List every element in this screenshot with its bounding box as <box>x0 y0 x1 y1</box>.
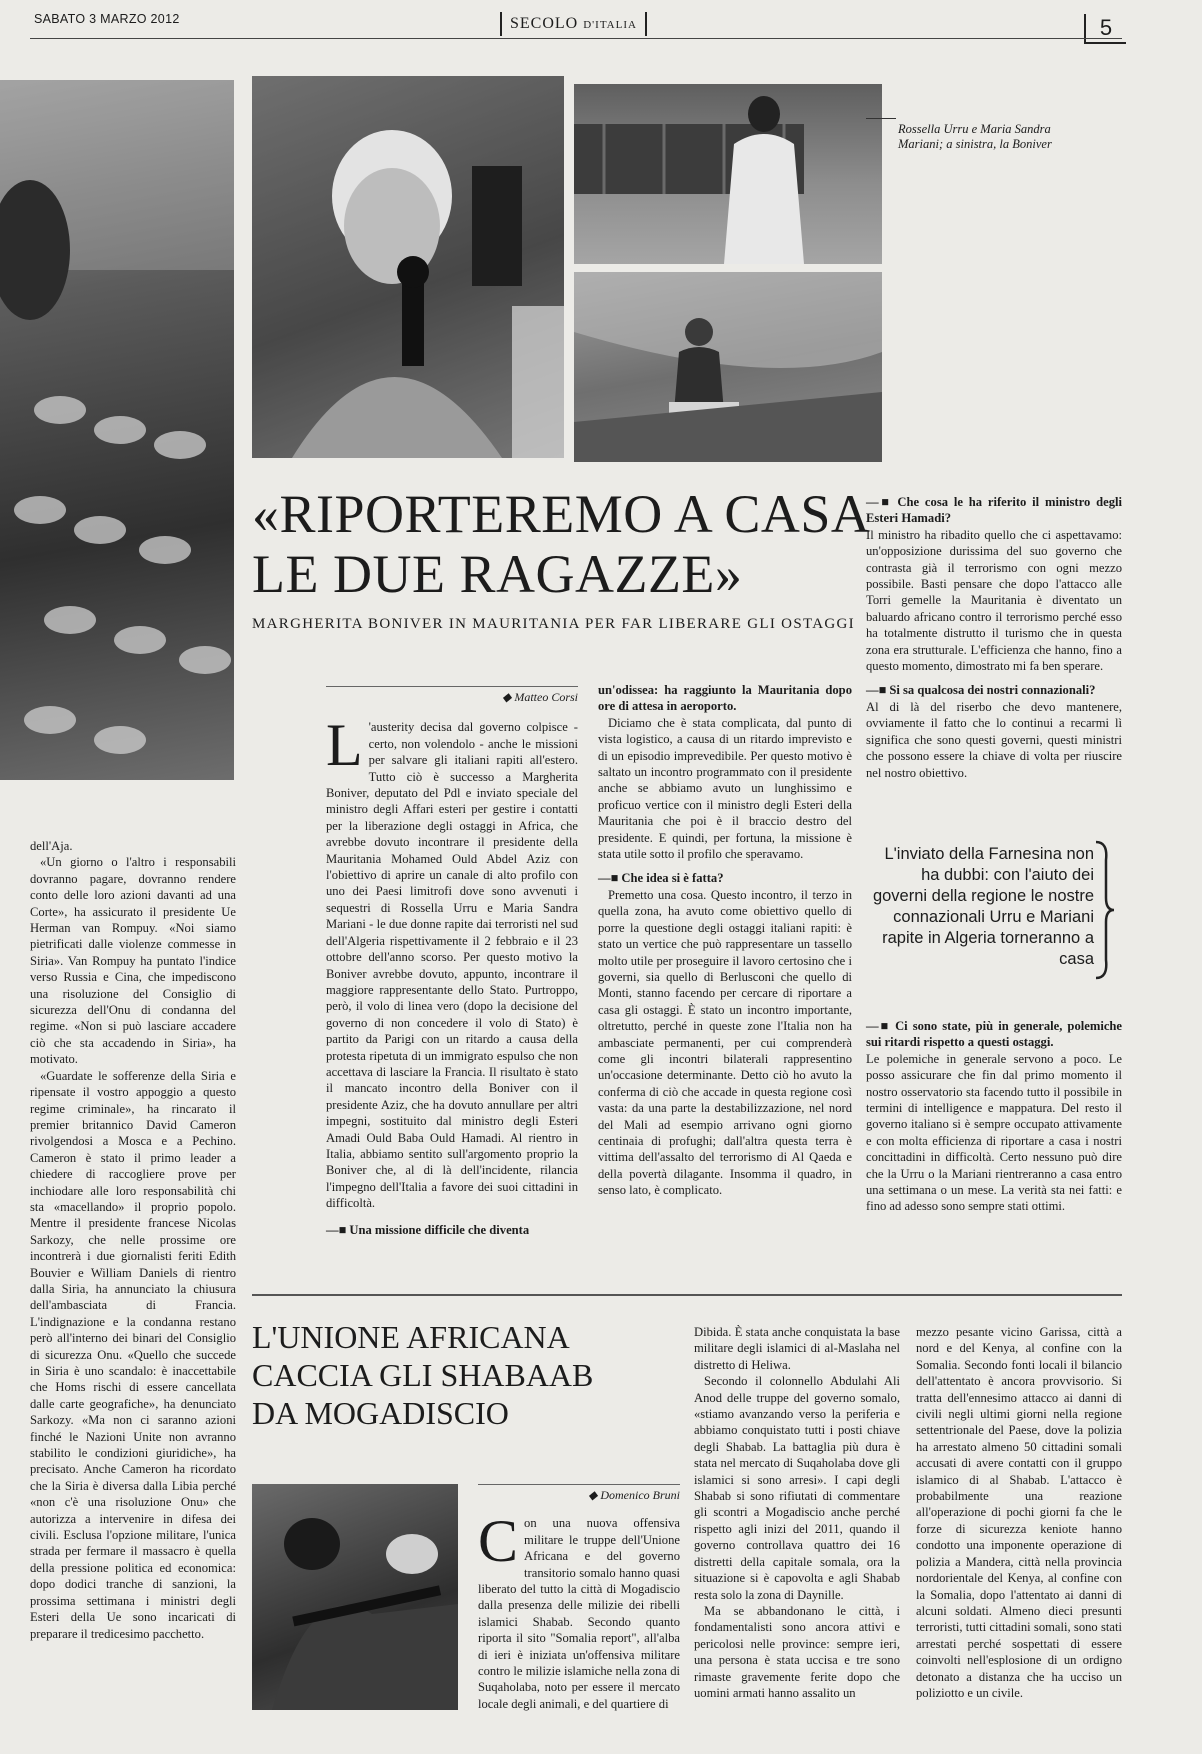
photo-ammunition <box>0 80 234 780</box>
photo-urru-shapes <box>574 84 882 264</box>
left-text-2: «Un giorno o l'altro i responsabili dovranno pagare, dovranno rendere conto delle loro azioni davanti ad una Corte», ha assicurato il presidente Ue Herman van Rompuy. «Noi siamo pietrificati dalle violenze commesse in Siria». Van Rompuy ha puntato l'indice verso Russia e Cina, che impediscono una risoluzione del Consiglio di sicurezza dell'Onu di condanna del regime. «Non si può lasciare accadere ciò che sta accadendo in Siria», ha motivato. <box>30 855 236 1067</box>
article2-column-3 <box>916 1324 1122 1701</box>
photo-soldiers <box>252 1484 458 1710</box>
article1-question-4: —■ Si sa qualcosa dei nostri connazionali? <box>866 682 1122 698</box>
photo-mariani-shapes <box>574 272 882 462</box>
article2-text-2: Dibida. È stata anche conquistata la base militare degli islamici di al-Maslaha nel distretto di Heliwa. <box>694 1325 900 1372</box>
article1-question-2: —■ Che idea si è fatta? <box>598 870 852 886</box>
caption-rule <box>866 118 896 119</box>
article2-text-4: Ma se abbandonano le città, i fondamentalisti sono ancora attivi e pericolosi nelle province: sempre ieri, una persona è stata uccisa e tre sono rimaste gravemente ferite dopo che uomini armati hanno assalito un <box>694 1603 900 1700</box>
article1-column-1 <box>326 686 578 1238</box>
article2-dropcap: C <box>478 1508 519 1575</box>
article1-byline: ◆ Matteo Corsi <box>326 686 578 705</box>
brace-icon <box>1094 840 1116 980</box>
article2-text-5: mezzo pesante vicino Garissa, città a nord e del Kenya, al confine con la Somalia. Secondo fonti locali il bilancio dell'attentato è ancora provvisorio. Si tratta dell'ennesimo attacco ai danni di civili negli ultimi giorni nella regione settentrionale del Paese, dove la polizia ha arrestato almeno 50 cittadini somali accusati di avere contatti con il gruppo islamico di al Shabab. L'attacco è probabilmente una reazione all'operazione di pochi giorni fa che le forze di sicurezza keniote hanno condotto una imponente operazione di polizia a Mandera, città nella provincia nordorientale del Kenya, al confine con la Somalia, dopo l'attentato ai danni di alcuni soldati. Almeno dieci presunti terroristi, tutti cittadini somali, sono stati arrestati perché sospettati di essere coinvolti nell'esplosione di un ordigno detonato a distanza che ha ucciso un poliziotto e un civile. <box>916 1325 1122 1700</box>
article-subheadline: MARGHERITA BONIVER IN MAURITANIA PER FAR LIBERARE GLI OSTAGGI <box>252 616 855 632</box>
article2-headline-line2: CACCIA GLI SHABAAB <box>252 1357 594 1393</box>
article1-column-2 <box>598 682 852 1199</box>
article1-column-3b <box>866 1018 1122 1215</box>
page-number: 5 <box>1084 14 1126 44</box>
masthead-subtitle: D'ITALIA <box>583 19 637 31</box>
byline-author: Matteo Corsi <box>514 690 578 704</box>
article1-text-1: 'austerity decisa dal governo colpisce - certo, non volendolo - anche le missioni per salvare gli italiani rapiti all'estero. Tutto ciò è successo a Margherita Boniver, deputato del Pdl e inviato speciale del ministro degli Affari esteri per gestire i contatti per la liberazione degli ostaggi in Africa, che avrebbe dovuto incontrare il presidente della Mauritania Mohamed Ould Abdel Aziz con l'obiettivo di aprire un canale di alto profilo con uno dei Paesi limitrofi dove sono avvenuti i sequestri di Rossella Urru e Maria Sandra Mariani - le due donne rapite dai terroristi nel sud dell'Algeria rispettivamente il 2 febbraio e il 23 ottobre dell'anno scorso. Per questo motivo la Boniver avrebbe dovuto, appunto, incontrare il maggiore rappresentante dello Stato. Purtroppo, però, il volo di linea vero (dopo la decisione del governo di non concedere il volo di Stato) è partito da Parigi con un ritardo a causa della protesta ripetuta di un immigrato espulso che non accettava di lasciare la Francia. Il risultato è stato il mancato incontro della Boniver con il presidente Aziz, che ha dovuto annullare per altri impegni, sostituito dal ministro degli Esteri Amadi Ould Baba Ould Hamadi. Al rientro in Italia, abbiamo sentito sull'argomento proprio la Boniver che, al di là dell'incidente, rilancia l'impegno dell'Italia a favore dei suoi cittadini in difficoltà. <box>326 720 578 1211</box>
article1-answer-4: Al di là del riserbo che devo mantenere, ovviamente il fatto che lo continui a recarmi lì significa che sono questi governi, questi ministri che possono essere la chiave di volta per riuscire nel nostro obiettivo. <box>866 699 1122 780</box>
article2-byline: ◆ Domenico Bruni <box>478 1484 680 1503</box>
article1-question-5: —■ Ci sono state, più in generale, polemiche sui ritardi rispetto a questi ostaggi. <box>866 1018 1122 1051</box>
article1-column-3 <box>866 494 1122 781</box>
photo-soldiers-shapes <box>252 1484 458 1710</box>
masthead-title: SECOLO <box>510 15 579 32</box>
article2-headline-line1: L'UNIONE AFRICANA <box>252 1319 570 1355</box>
article2-byline-author: Domenico Bruni <box>600 1488 680 1502</box>
masthead <box>500 12 647 36</box>
photo-caption: Rossella Urru e Maria Sandra Mariani; a sinistra, la Boniver <box>898 122 1052 151</box>
article1-answer-1: Diciamo che è stata complicata, dal punto di vista logistico, a causa di un ritardo imprevisto e di un episodio imprevedibile. Per questo motivo è saltato un incontro programmato con il presidente anche se abbiamo avuto un lunghissimo e proficuo vertice con il ministro degli Esteri della Mauritania che poi è il braccio destro del presidente. E quindi, per fortuna, la missione è stata utile sotto il profilo che speravamo. <box>598 715 852 862</box>
article1-question-3: —■ Che cosa le ha riferito il ministro degli Esteri Hamadi? <box>866 494 1122 527</box>
photo-urru <box>574 84 882 264</box>
left-column <box>30 838 236 1642</box>
article2-headline <box>252 1318 652 1432</box>
article2-column-1 <box>478 1484 680 1712</box>
article2-text-1: on una nuova offensiva militare le truppe dell'Unione Africana e del governo transitorio somalo hanno quasi liberato del tutto la città di Mogadiscio dalla presenza delle milizie dei ribelli islamici Shabab. Secondo quanto riporta il sito "Somalia report", all'alba di ieri è iniziata un'offensiva militare contro le milizie islamiche nella zona di Suqaholaba, noto per essere il mercato locale degli animali, e del quartiere di <box>478 1516 680 1711</box>
dropcap: L <box>326 712 363 779</box>
photo-ammunition-shapes <box>0 80 234 780</box>
photo-boniver-shapes <box>252 76 564 458</box>
headline-line1: «RIPORTEREMO A CASA <box>252 484 871 544</box>
section-divider <box>252 1294 1122 1296</box>
article2-text-3: Secondo il colonnello Abdulahi Ali Anod delle truppe del governo somalo, «stiamo avanzando verso la periferia e abbiamo conquistato tutti i posti chiave degli Shabab. La battaglia più dura è stata nel mercato di Suqaholaba dove gli islamici si sono arresi». I capi degli Shabab si sono rifiutati di commentare gli scontri a Mogadiscio anche perché rispetto agli inizi del 2011, quando il governo controllava quattro dei 16 distretti della capitale somala, ora la situazione si è capovolta e agli Shabab resta solo la zona di Daynille. <box>694 1374 900 1602</box>
article1-answer-2: Premetto una cosa. Questo incontro, il terzo in quella zona, ha avuto come obiettivo quello di porre la questione degli ostaggi italiani rapiti: è stato un vertice che può rappresentare un tassello molto utile per proseguire il lavoro certosino che i governi, sia quello di Berlusconi che quello di Monti, stanno facendo per cercare di riportare a casa gli ostaggi. È stato un incontro importante, oltretutto, perché in queste zone l'Italia non ha ambasciate permanenti, per cui comprenderà come gli incontri bilaterali rappresentino un'occasione determinante. Detto ciò ho avuto la conferma di ciò che accade in questa regione così vasta: da una parte la destabilizzazione, nel nord del Mali ad esempio arrivano ogni giorno centinaia di profughi; dall'altra questa terra è vittima dell'assalto del terrorismo di Al Qaeda e della povertà dilagante. Insomma il quadro, in senso lato, è complicato. <box>598 887 852 1198</box>
article1-answer-5: Le polemiche in generale servono a poco. Le posso assicurare che fin dal primo momento il nostro osservatorio sta facendo tutto il possibile in termini di intelligence e mappatura. Del resto il governo italiano si è sempre occupato attivamente e con molta efficienza di riportare a casa i nostri concittadini in difficoltà. Certo nessuno può dire che la Urru o la Mariani rientreranno a casa entro una settimana o un mese. La verità sta nei fatti: e fino ad adesso sono sempre stati ottimi. <box>866 1051 1122 1214</box>
left-text-1: dell'Aja. <box>30 839 73 853</box>
article2-column-2 <box>694 1324 900 1701</box>
header-rule <box>30 38 1122 39</box>
article2-headline-line3: DA MOGADISCIO <box>252 1395 509 1431</box>
pull-quote: L'inviato della Farnesina non ha dubbi: con l'aiuto dei governi della regione le nostre connazionali Urru e Mariani rapite in Algeria torneranno a casa <box>872 845 1094 968</box>
photo-boniver <box>252 76 564 458</box>
left-text-3: «Guardate le sofferenze della Siria e ripensate il vostro appoggio a questo regime criminale», ha rincarato il premier britannico David Cameron rivolgendosi a Mosca e a Pechino. Cameron è stato il primo leader a chiedere di raccogliere prove per inchiodare alle loro responsabilità chi sta «macellando» il proprio popolo. Mentre il presidente francese Nicolas Sarkozy, che nelle prossime ore incontrerà i due giornalisti feriti Edith Bouvier e William Daniels di rientro dalla Siria, ha annunciato la chiusura dell'ambasciata di Francia. L'indignazione e la condanna restano però all'interno dei binari del Consiglio di sicurezza Onu. «Quello che succede in Siria è uno scandalo: è inaccettabile che Homs rischi di essere cancellata dalle carte geografiche», ha denunciato Sarkozy. «Ma non ci saranno azioni finché le Nazioni Unite non avranno stabilito le condizioni giuridiche», ha precisato. Anche Cameron ha ricordato che la Siria è diversa dalla Libia perché «non c'è una risoluzione Onu» che autorizza a intervenire in difesa dei civili. Esclusa l'opzione militare, l'unica strada per fermare il massacro è quella della pressione politica ed economica: dopo dodici tranche di sanzioni, la prossima settimana i ministri degli Esteri della Ue sono incaricati di preparare il tredicesimo pacchetto. <box>30 1068 236 1641</box>
article1-answer-3: Il ministro ha ribadito quello che ci aspettavamo: un'opposizione durissima del suo governo che contrasta già il terrorismo con ogni mezzo possibile. Basti pensare che dopo l'attacco alle Torri gemelle la Mauritania è diventato un baluardo africano contro il terrorismo perché esso ha totalmente distrutto il turismo che in questa zona era strutturale. L'efficienza che hanno, fino a questo momento, dimostrato mi fa ben sperare. <box>866 527 1122 674</box>
issue-date: SABATO 3 MARZO 2012 <box>34 12 180 26</box>
article1-question-1: —■ Una missione difficile che diventa <box>326 1222 578 1238</box>
article-headline <box>252 484 872 604</box>
photo-mariani <box>574 272 882 462</box>
article1-question-1-cont: un'odissea: ha raggiunto la Mauritania dopo ore di attesa in aeroporto. <box>598 683 852 714</box>
headline-line2: LE DUE RAGAZZE» <box>252 544 743 604</box>
